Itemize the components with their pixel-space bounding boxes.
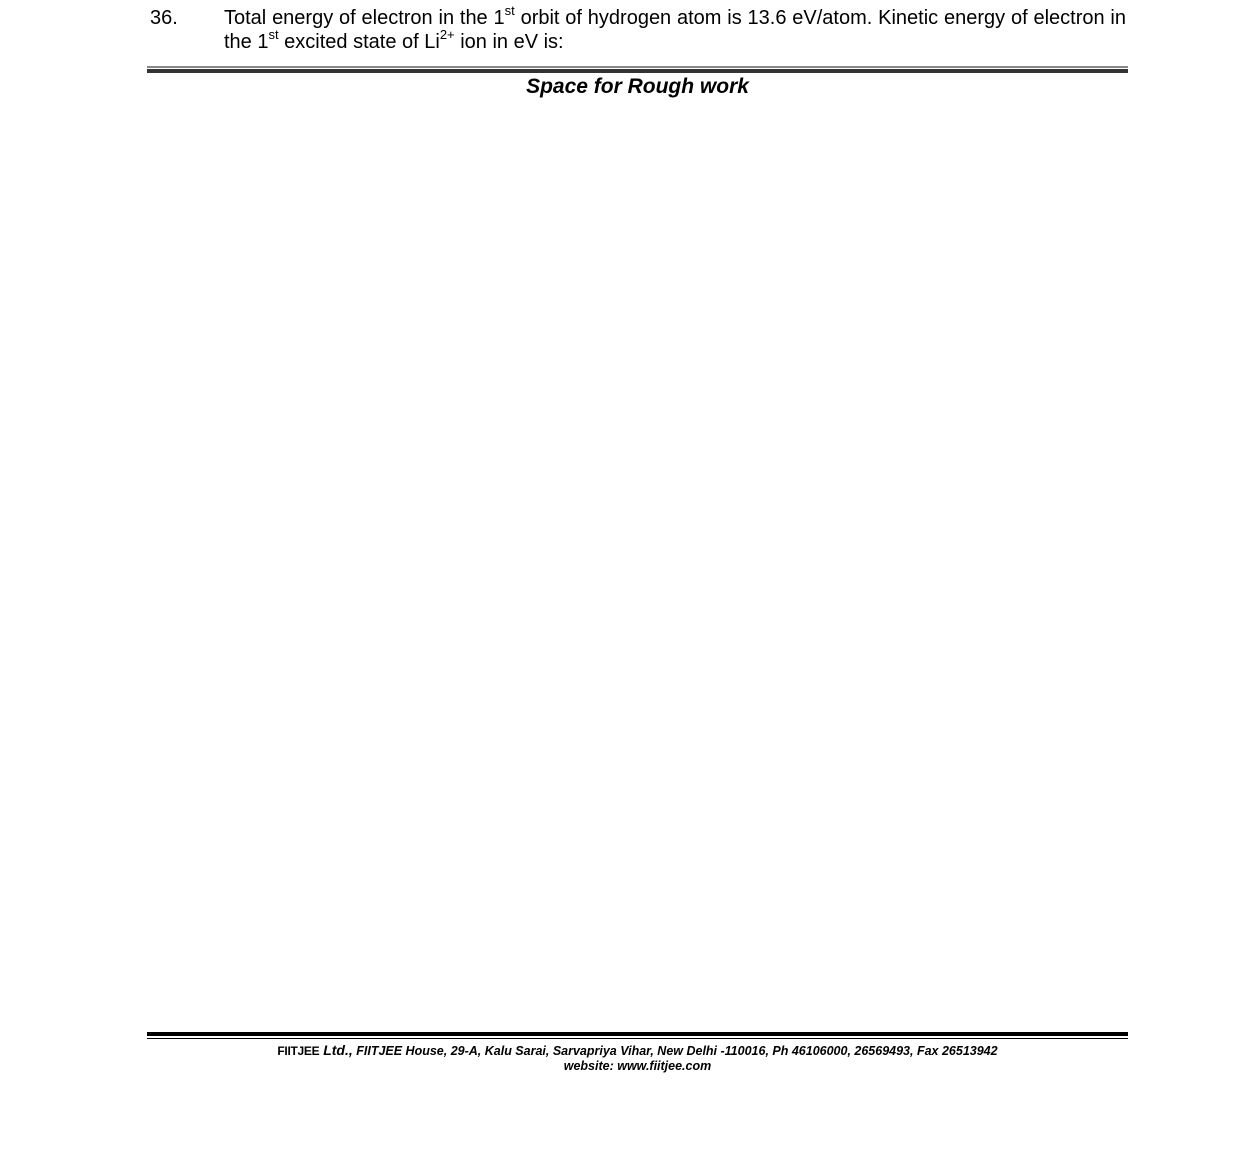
footer-brand: FIITJEE (277, 1044, 320, 1058)
rough-work-title: Space for Rough work (526, 75, 749, 98)
footer-address-line (147, 1043, 1128, 1059)
footer-address: FIITJEE House, 29-A, Kalu Sarai, Sarvapriya Vihar, New Delhi -110016, Ph 46106000, 26569493, Fax 26513942 (352, 1044, 998, 1058)
footer-website: website: www.fiitjee.com (563, 1059, 712, 1073)
question-text (224, 3, 1126, 54)
question-text-part: Total energy of electron in the 1 (224, 7, 505, 29)
footer-divider (147, 1032, 1128, 1039)
question-block (150, 3, 1126, 54)
superscript-st: st (268, 27, 279, 43)
question-text-part: ion in eV is: (454, 31, 564, 53)
question-text-part: orbit of hydrogen atom is 13.6 eV/atom. Kinetic energy of electron in the 1 (224, 7, 1126, 53)
superscript-charge: 2+ (439, 27, 455, 43)
footer (147, 1043, 1128, 1074)
question-text-part: excited state of Li (278, 31, 440, 53)
footer-ltd: Ltd., (319, 1042, 353, 1058)
question-number: 36. (150, 7, 178, 29)
top-divider (147, 66, 1128, 73)
superscript-st: st (504, 3, 515, 19)
